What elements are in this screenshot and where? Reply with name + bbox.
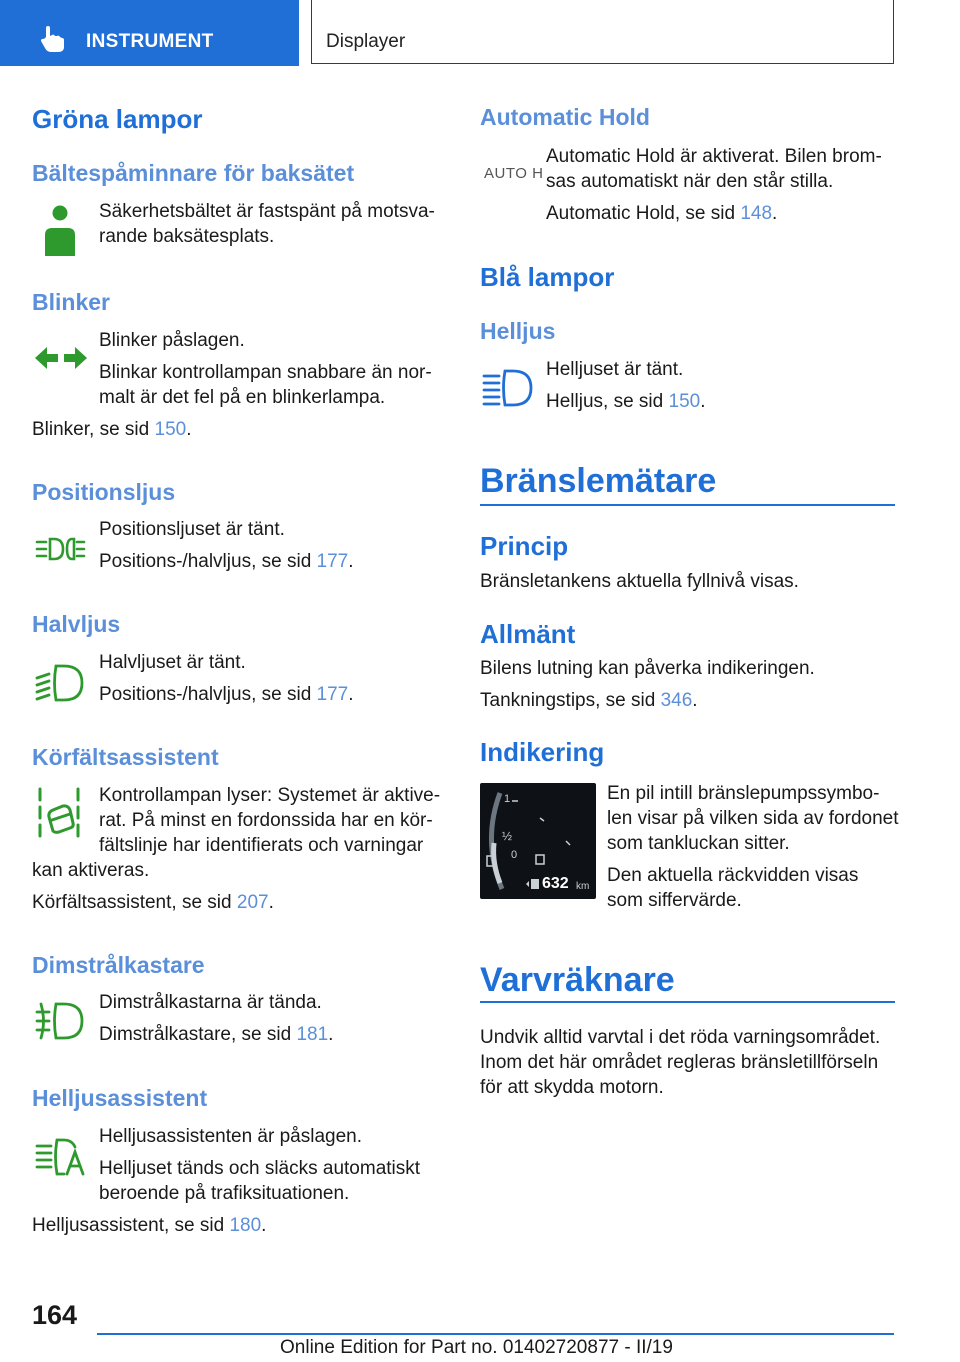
low-beam-icon — [35, 662, 85, 704]
hba-ref: Helljusassistent, se sid 180. — [32, 1215, 267, 1236]
position-page-link[interactable]: 177 — [316, 551, 349, 572]
rev-desc-2: Inom det här området regleras bränsletillförseln — [480, 1052, 879, 1073]
position-desc-1: Positionsljuset är tänt. — [99, 519, 285, 540]
tab-instrument-label: INSTRUMENT — [86, 31, 214, 52]
hand-pointer-icon — [38, 24, 68, 54]
blinker-page-link[interactable]: 150 — [154, 419, 187, 440]
helljus-page-link[interactable]: 150 — [668, 391, 701, 412]
lane-title: Körfältsassistent — [32, 744, 219, 770]
ind-desc-4: Den aktuella räckvidden visas — [607, 865, 859, 886]
hba-page-link[interactable]: 180 — [229, 1215, 262, 1236]
ind-desc-3: som tankluckan sitter. — [607, 833, 790, 854]
section-title-blue: Blå lampor — [480, 262, 615, 292]
lane-page-link[interactable]: 207 — [236, 892, 269, 913]
allmant-text: Bilens lutning kan påverka indikeringen. — [480, 658, 815, 679]
gauge-half-mark: ½ — [502, 829, 513, 843]
blinker-desc-2b: malt är det fel på en blinkerlampa. — [99, 387, 386, 408]
rev-title-rule — [480, 1001, 895, 1003]
allmant-title: Allmänt — [480, 619, 576, 649]
turn-signal-arrows-icon — [35, 345, 87, 371]
autohold-desc-2: sas automatiskt när den står stilla. — [546, 171, 834, 192]
fuel-title-rule — [480, 504, 895, 506]
lane-desc-3: fältslinje har identifierats och varningar — [99, 835, 424, 856]
tips-page-link[interactable]: 346 — [660, 690, 693, 711]
hba-desc-1: Helljusassistenten är påslagen. — [99, 1126, 362, 1147]
seatbelt-rear-icon — [42, 203, 78, 259]
fog-ref: Dimstrålkastare, se sid 181. — [99, 1024, 334, 1045]
halv-title: Halvljus — [32, 611, 121, 637]
page-number: 164 — [32, 1300, 78, 1330]
belt-desc-2: rande baksätesplats. — [99, 226, 275, 247]
autohold-title: Automatic Hold — [480, 104, 650, 130]
fuel-title: Bränslemätare — [480, 462, 717, 500]
autohold-page-link[interactable]: 148 — [740, 203, 773, 224]
lane-ref: Körfältsassistent, se sid 207. — [32, 892, 274, 913]
belt-desc-1: Säkerhetsbältet är fastspänt på motsva- — [99, 201, 435, 222]
autohold-ref: Automatic Hold, se sid 148. — [546, 203, 778, 224]
position-ref: Positions-/halvljus, se sid 177. — [99, 551, 354, 572]
hba-title: Helljusassistent — [32, 1085, 208, 1111]
gauge-full-mark: 1 — [504, 793, 511, 805]
ind-desc-5: som siffervärde. — [607, 890, 742, 911]
belt-title: Bältespåminnare för baksätet — [32, 160, 355, 186]
fog-title: Dimstrålkastare — [32, 952, 205, 978]
rev-desc-3: för att skydda motorn. — [480, 1077, 664, 1098]
autohold-icon: AUTO H — [484, 165, 544, 182]
halv-desc-1: Halvljuset är tänt. — [99, 652, 246, 673]
footer-edition: Online Edition for Part no. 01402720877 - II/19 — [280, 1337, 673, 1358]
fog-desc-1: Dimstrålkastarna är tända. — [99, 992, 322, 1013]
tab-displayer[interactable] — [311, 0, 894, 64]
lane-desc-4: kan aktiveras. — [32, 860, 150, 881]
helljus-title: Helljus — [480, 318, 556, 344]
lane-desc-2: rat. På minst en fordonssida har en kör- — [99, 810, 433, 831]
autohold-desc-1: Automatic Hold är aktiverat. Bilen brom- — [546, 146, 882, 167]
section-title-green: Gröna lampor — [32, 104, 203, 134]
princip-title: Princip — [480, 531, 569, 561]
blinker-desc-1: Blinker påslagen. — [99, 330, 245, 351]
tips-ref: Tankningstips, se sid 346. — [480, 690, 698, 711]
rev-title: Varvräknare — [480, 961, 675, 999]
gauge-empty-mark: 0 — [511, 849, 518, 861]
tab-displayer-label: Displayer — [326, 31, 406, 52]
fuel-gauge-image — [480, 783, 596, 899]
footer-rule — [97, 1333, 894, 1335]
tab-instrument[interactable] — [0, 0, 299, 66]
hba-desc-2a: Helljuset tänds och släcks automatiskt — [99, 1158, 421, 1179]
ind-desc-1: En pil intill bränslepumpssymbo- — [607, 783, 880, 804]
blinker-ref: Blinker, se sid 150. — [32, 419, 192, 440]
fog-light-icon — [35, 1000, 85, 1042]
lane-desc-1: Kontrollampan lyser: Systemet är aktive- — [99, 785, 441, 806]
blinker-desc-2a: Blinkar kontrollampan snabbare än nor- — [99, 362, 432, 383]
header-tabs — [0, 0, 960, 66]
high-beam-assist-icon — [35, 1137, 85, 1177]
fog-page-link[interactable]: 181 — [296, 1024, 329, 1045]
lane-assist-icon — [37, 787, 81, 839]
hba-desc-2b: beroende på trafiksituationen. — [99, 1183, 350, 1204]
gauge-range-value: 632 — [542, 875, 569, 892]
indikering-title: Indikering — [480, 737, 605, 767]
princip-text: Bränsletankens aktuella fyllnivå visas. — [480, 571, 799, 592]
blinker-title: Blinker — [32, 289, 110, 315]
halv-page-link[interactable]: 177 — [316, 684, 349, 705]
gauge-range-unit: km — [576, 881, 590, 892]
high-beam-icon — [482, 368, 534, 408]
position-light-icon — [35, 534, 85, 564]
helljus-ref: Helljus, se sid 150. — [546, 391, 706, 412]
position-title: Positionsljus — [32, 479, 176, 505]
rev-desc-1: Undvik alltid varvtal i det röda varningsområdet. — [480, 1027, 881, 1048]
halv-ref: Positions-/halvljus, se sid 177. — [99, 684, 354, 705]
ind-desc-2: len visar på vilken sida av fordonet — [607, 808, 899, 829]
helljus-desc-1: Helljuset är tänt. — [546, 359, 684, 380]
